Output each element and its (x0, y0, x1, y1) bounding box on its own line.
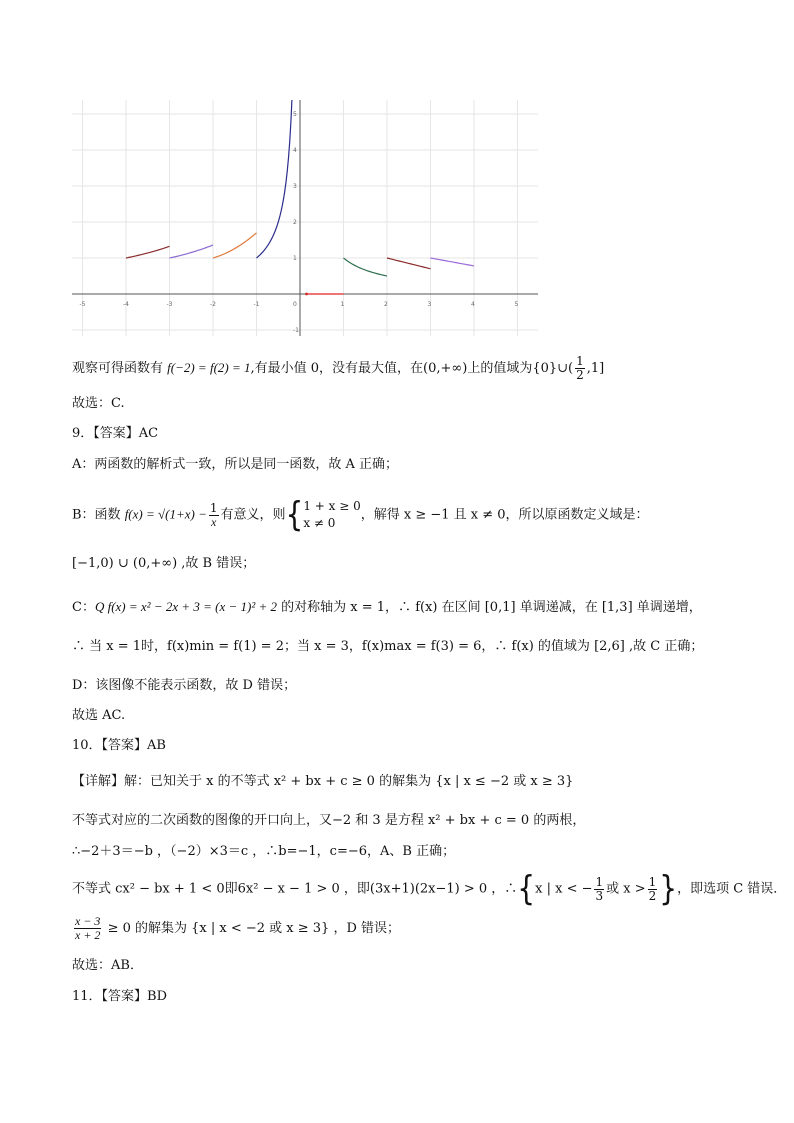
x-tick-label: -2 (210, 301, 216, 308)
fraction-one-over-x: $\frac{1}{x}$ (209, 500, 218, 529)
answer-10-heading: 10．【答案】AB (72, 738, 166, 753)
x-tick-label: 1 (340, 301, 345, 308)
answer-9-d: D：该图像不能表示函数，故 D 错误； (72, 678, 297, 693)
y-tick-label: 1 (293, 255, 297, 262)
graph-grid (72, 100, 538, 336)
answer-9-a: A：两函数的解析式一致，所以是同一函数，故 A 正确； (72, 457, 399, 472)
answer-9-b-domain: [−1,0) ∪ (0,+∞) ,故 B 错误； (72, 556, 256, 571)
x-tick-label: 4 (471, 301, 475, 308)
observation-line: 观察可得函数有 f(−2) = f(2) = 1,有最小值 0，没有最大值，在(0,+∞)上的值域为{0}∪( $\frac{1}{2}$ ,1] (72, 354, 605, 382)
answer-10-d: $\frac{x - 3}{x + 2}$ ≥ 0 的解集为 {x | x < −2 或 x ≥ 3} ，D 错误； (75, 914, 401, 942)
curve-segment (170, 245, 214, 258)
curve-segment (126, 246, 170, 258)
answer-10-choice: 故选：AB． (72, 958, 143, 973)
answer-9-heading: 9．【答案】AC (72, 426, 159, 441)
fraction-one-third: $\frac{1}{3}$ (595, 874, 604, 903)
answer-9-b: B：函数 f(x) = √(1+x) − $\frac{1}{x}$ 有意义，则{ 1 + x ≥ 0 x ≠ 0 ，解得 x ≥ −1 且 x ≠ 0，所以原函数定义域是： (72, 494, 649, 535)
x-tick-label: 5 (514, 301, 519, 308)
x-tick-label: 0 (293, 301, 297, 308)
x-tick-label: 3 (427, 301, 432, 308)
answer-9-choice: 故选 AC. (72, 708, 126, 723)
x-tick-label: 2 (384, 301, 388, 308)
answer-10-c: 不等式 cx² − bx + 1 < 0即6x² − x − 1 > 0 ，即(3x+1)(2x−1) > 0 ，∴{x | x < − $\frac{1}{3}$ 或 x > $\frac{1}{2}$ }，即选项 C 错误． (72, 868, 787, 909)
answer-10-detail: 【详解】解：已知关于 x 的不等式 x² + bx + c ≥ 0 的解集为 {x | x ≤ −2 或 x ≥ 3} (72, 774, 574, 789)
x-tick-label: -1 (253, 301, 260, 308)
y-tick-label: 2 (293, 219, 297, 226)
answer-10-roots: 不等式对应的二次函数的图像的开口向上，又−2 和 3 是方程 x² + bx + c = 0 的两根， (72, 813, 586, 828)
graph-axes (72, 100, 538, 336)
curve-segment (431, 258, 475, 266)
answer-11-heading: 11．【答案】BD (72, 989, 168, 1004)
function-graph (72, 100, 538, 336)
answer-9-c: C：Q f(x) = x² − 2x + 3 = (x − 1)² + 2 的对称轴为 x = 1，∴ f(x) 在区间 [0,1] 单调递减，在 [1,3] 单调递增， (72, 599, 702, 615)
x-tick-label: -5 (79, 301, 86, 308)
choice-line: 故选：C. (72, 396, 125, 411)
x-tick-label: -4 (123, 301, 129, 308)
curve-segment (257, 100, 294, 258)
curve-segment (213, 233, 257, 258)
condition-system: 1 + x ≥ 0 x ≠ 0 (303, 499, 361, 530)
y-tick-label: -1 (293, 327, 299, 334)
fraction-one-half: $\frac{1}{2}$ (576, 354, 584, 382)
fraction-one-half-b: $\frac{1}{2}$ (648, 874, 657, 903)
answer-10-coefficients: ∴−2＋3＝−b ，（−2）×3＝c ，∴b=−1，c=−6，A、B 正确； (72, 844, 456, 859)
y-tick-label: 3 (293, 183, 297, 190)
y-tick-label: 4 (293, 147, 297, 154)
y-tick-label: 5 (293, 111, 297, 118)
curve-segment (387, 258, 431, 269)
curve-segment (344, 258, 388, 276)
fraction-rational: $\frac{x - 3}{x + 2}$ (75, 914, 101, 942)
answer-9-c-range: ∴ 当 x = 1时，f(x)min = f(1) = 2；当 x = 3，f(x)max = f(3) = 6，∴ f(x) 的值域为 [2,6] ,故 C 正确； (72, 639, 704, 654)
x-tick-label: -3 (166, 301, 173, 308)
